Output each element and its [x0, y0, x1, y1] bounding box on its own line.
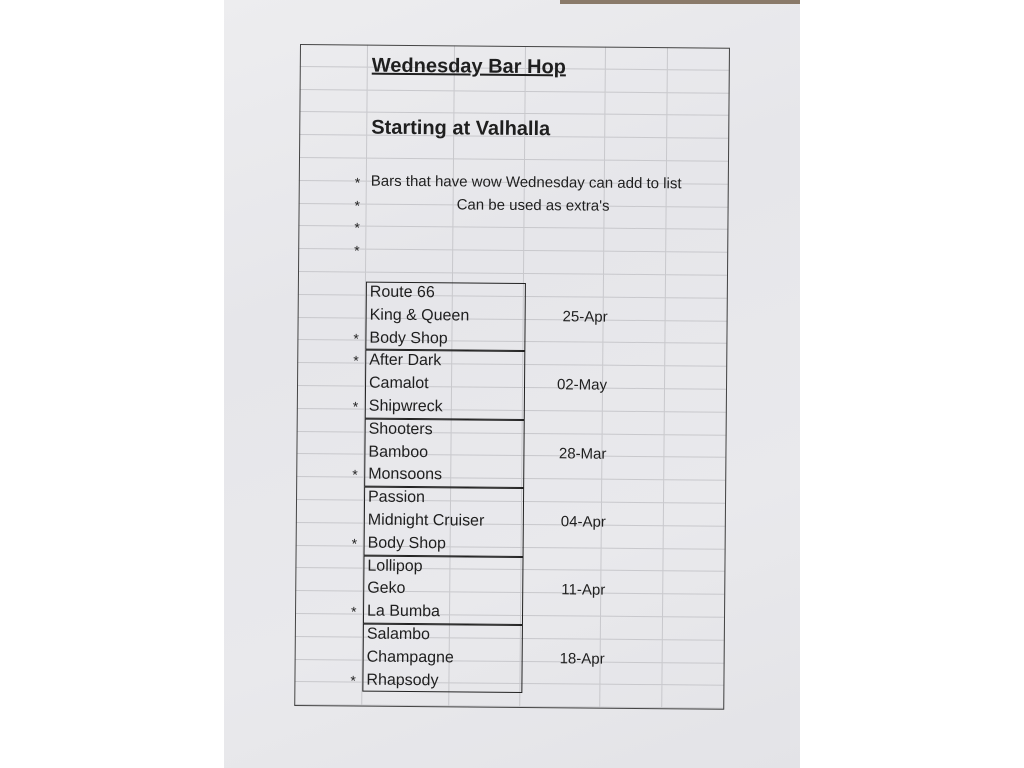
note-star: * [354, 219, 360, 236]
bar-name: After Dark [369, 352, 442, 370]
bar-star: * [353, 352, 359, 369]
bar-name: La Bumba [366, 602, 441, 621]
bar-name: Geko [367, 579, 406, 598]
bar-name: Monsoons [368, 466, 443, 484]
bar-name: Salambo [366, 625, 431, 644]
bar-name: Shipwreck [368, 397, 443, 416]
bar-star: * [351, 535, 358, 552]
bar-name: Bamboo [368, 443, 429, 461]
bar-name: Route 66 [369, 283, 435, 302]
bar-star: * [350, 672, 356, 689]
bar-name: Rhapsody [366, 671, 439, 689]
table-edge [560, 0, 800, 4]
bar-name: Camalot [368, 374, 429, 393]
bar-name: Passion [367, 488, 426, 507]
group-date: 18-Apr [559, 650, 605, 668]
bar-name: Midnight Cruiser [367, 511, 485, 530]
bar-name: Shooters [368, 420, 433, 438]
bar-star: * [352, 466, 358, 483]
note-star: * [354, 241, 360, 259]
note-text: Can be used as extra's [456, 195, 610, 215]
bar-name: Body Shop [369, 329, 448, 347]
bar-star: * [350, 603, 357, 620]
page-title: Wednesday Bar Hop [371, 54, 567, 79]
bar-name: Body Shop [367, 534, 447, 553]
page-subtitle: Starting at Valhalla [371, 116, 551, 141]
spreadsheet-printout [294, 44, 744, 712]
note-star: * [354, 174, 361, 191]
group-date: 25-Apr [562, 308, 608, 326]
group-date: 11-Apr [561, 581, 606, 600]
bar-name: King & Queen [369, 306, 470, 325]
group-date: 28-Mar [558, 444, 607, 463]
bar-name: Champagne [366, 648, 454, 667]
bar-star: * [353, 330, 359, 347]
group-date: 02-May [556, 376, 608, 394]
note-star: * [354, 196, 361, 214]
note-text: Bars that have wow Wednesday can add to list [370, 172, 682, 193]
group-date: 04-Apr [560, 513, 606, 531]
bar-star: * [352, 398, 359, 415]
bar-name: Lollipop [367, 557, 423, 575]
